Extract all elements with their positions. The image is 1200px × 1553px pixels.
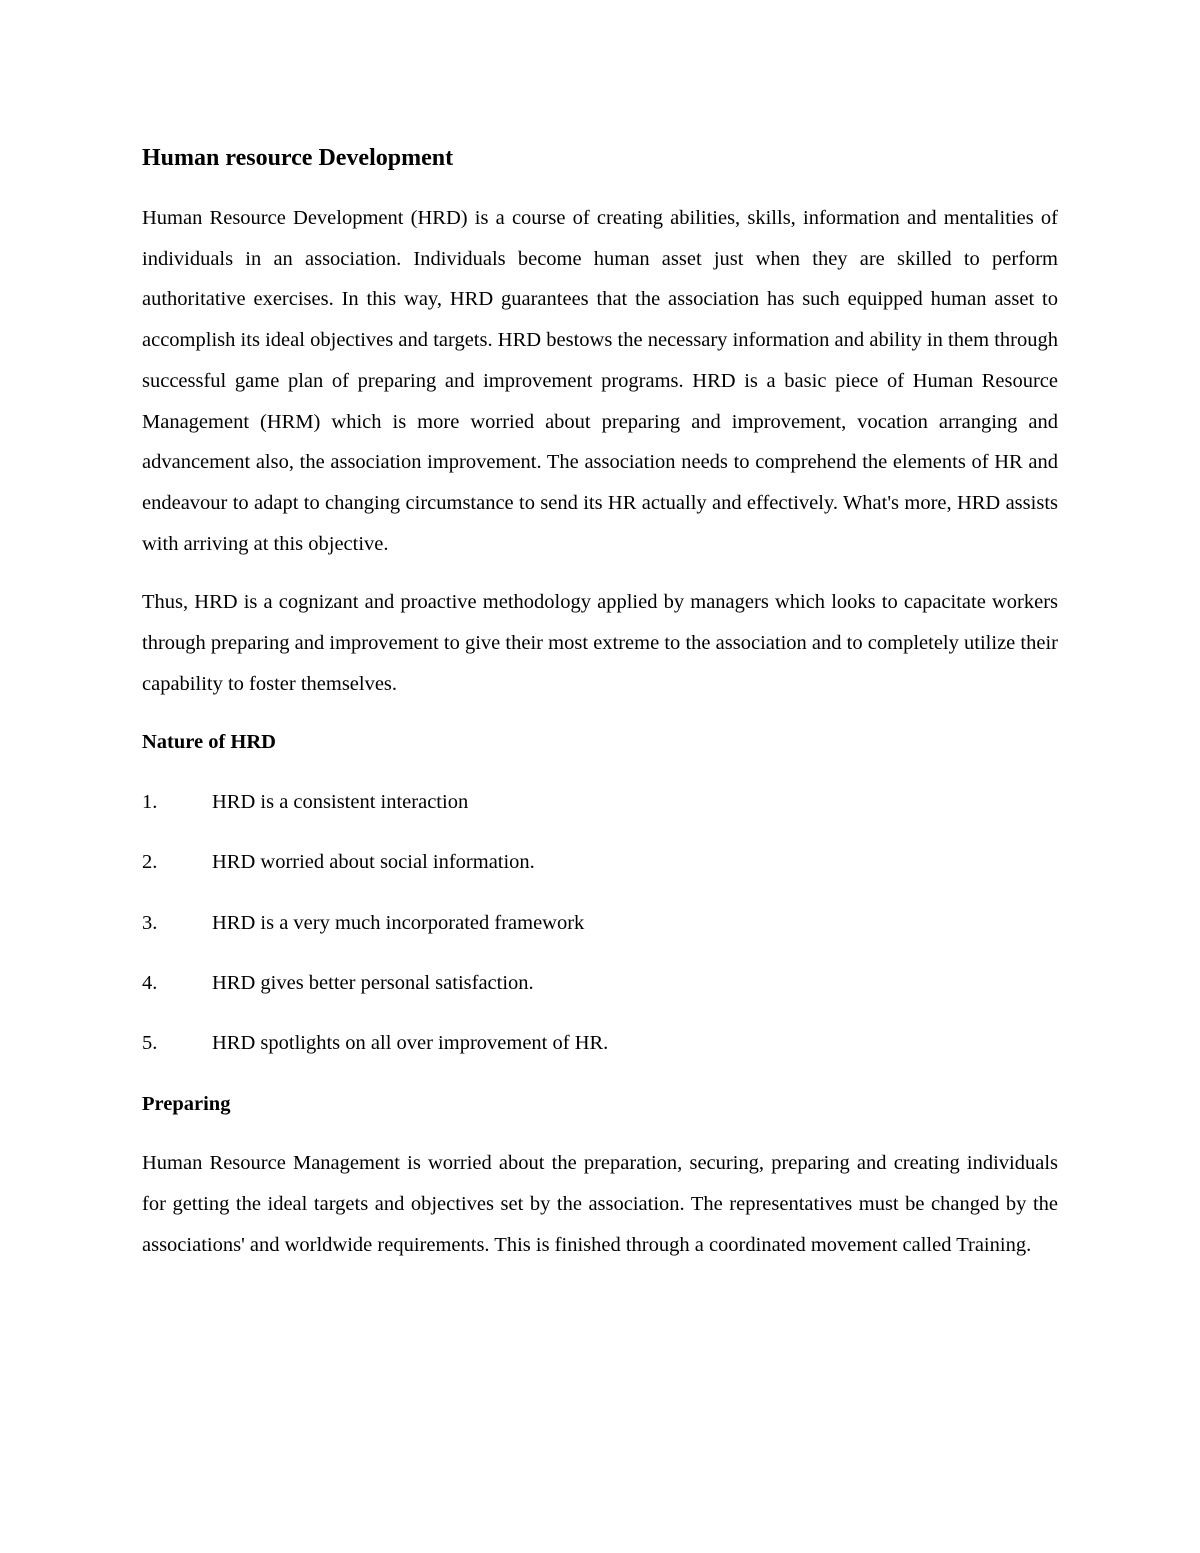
nature-heading: Nature of HRD xyxy=(142,731,276,754)
list-item-number: 2. xyxy=(142,851,158,874)
list-item-number: 5. xyxy=(142,1032,158,1055)
list-item-number: 3. xyxy=(142,911,158,934)
list-item-number: 1. xyxy=(142,791,158,814)
preparing-paragraph: Human Resource Management is worried about the preparation, securing, preparing and creating individuals for getting the ideal targets and objectives set by the association. The representatives must be changed by the associations' and worldwide requirements. This is finished through a coordinated movement called Training. xyxy=(142,1152,1058,1256)
list-item xyxy=(142,903,1058,944)
list-item xyxy=(142,1023,1058,1064)
list-item-text: HRD is a consistent interaction xyxy=(212,791,469,814)
list-item xyxy=(142,842,1058,883)
list-item-text: HRD spotlights on all over improvement of HR. xyxy=(212,1032,609,1055)
list-item xyxy=(142,963,1058,1004)
list-item-number: 4. xyxy=(142,972,158,995)
document-title: Human resource Development xyxy=(142,145,454,171)
list-item-text: HRD gives better personal satisfaction. xyxy=(212,972,534,995)
intro-paragraph-1: Human Resource Development (HRD) is a course of creating abilities, skills, information and mentalities of individuals in an association. Individuals become human asset just when they are skilled to perform authoritative exercises. In this way, HRD guarantees that the association has such equipped human asset to accomplish its ideal objectives and targets. HRD bestows the necessary information and ability in them through successful game plan of preparing and improvement programs. HRD is a basic piece of Human Resource Management (HRM) which is more worried about preparing and improvement, vocation arranging and advancement also, the association improvement. The association needs to comprehend the elements of HR and endeavour to adapt to changing circumstance to send its HR actually and effectively. What's more, HRD assists with arriving at this objective. xyxy=(142,207,1058,555)
list-item xyxy=(142,782,1058,823)
preparing-heading: Preparing xyxy=(142,1092,231,1115)
nature-list xyxy=(142,782,1058,1064)
intro-paragraph-2: Thus, HRD is a cognizant and proactive methodology applied by managers which looks to capacitate workers through preparing and improvement to give their most extreme to the association and to completely utilize their capability to foster themselves. xyxy=(142,591,1058,695)
list-item-text: HRD is a very much incorporated framework xyxy=(212,911,585,934)
list-item-text: HRD worried about social information. xyxy=(212,851,535,874)
